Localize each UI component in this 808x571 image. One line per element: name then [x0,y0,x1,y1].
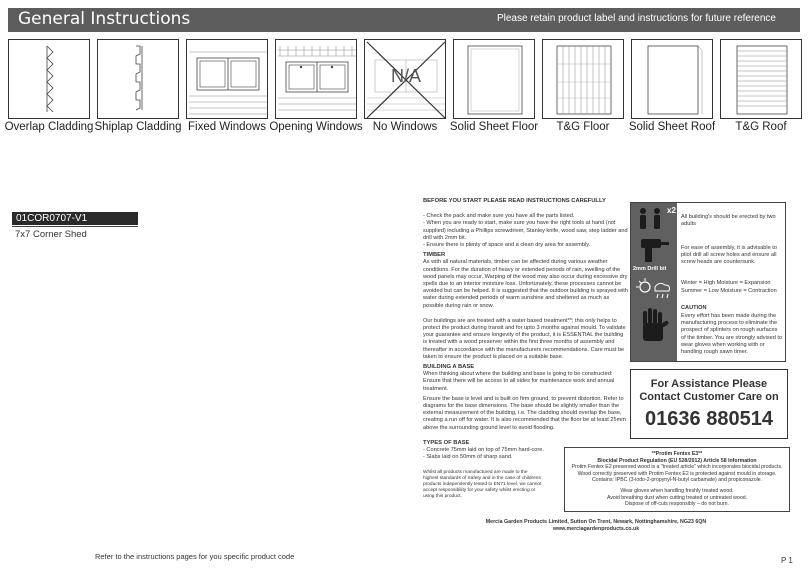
drill-text: For ease of assembly, it is advisable to pilot drill all screw holes and ensure all screw heads are countersunk. [681,245,777,266]
tg-roof-icon [721,40,803,120]
intro-item: - Check the pack and make sure you have all the parts listed. [423,213,575,220]
tile-image [364,39,446,119]
company-address: Mercia Garden Products Limited, Sutton On Trent, Newark, Nottinghamshire, NG23 6QN [485,519,707,525]
drill-icon [641,239,669,262]
page-number: P 1 [781,556,793,565]
product-code: 01COR0707-V1 [12,212,138,225]
tile-label: No Windows [372,121,438,133]
header-bar [8,8,800,32]
protim-regulation: Biocidal Product Regulation (EU 528/2012) Article 58 Information [597,457,757,464]
tile-label: Opening Windows [269,121,363,133]
tile-label: Shiplap Cladding [94,121,182,133]
divider [12,226,138,227]
protim-line: Wear gloves when handling freshly treated wood. [620,487,734,494]
glove-icon [643,308,669,341]
not-applicable-label: N/A [390,66,421,86]
tile-label: Solid Sheet Floor [449,121,539,133]
two-people-icon [640,208,660,229]
tile-label: Fixed Windows [188,121,266,133]
protim-box [564,447,790,512]
protim-line: Protim Fentex E2 preserved wood is a "treated article" which incorporates biocidal products. [571,464,783,471]
tile-image [720,39,802,119]
tile-tg-roof [720,39,802,151]
timber-heading: TIMBER [423,252,446,259]
tile-image [97,39,179,119]
timber-paragraph: Our buildings are are treated with a water based treatment**; this only helps to protect the product during transit and for upto 3 months against mould. To validate your guarantee and ensure longevity of the product, it is ESSENTIAL the building is treated with a wood preserver within the first three months of assembly and thereafter in accordance with the manufacturers recommendations. Care must be taken to ensure the product is placed on a suitable base. [423,317,626,360]
tile-shiplap-cladding [94,39,182,151]
base-heading: BUILDING A BASE [423,364,475,371]
timber-paragraph: As with all natural materials, timber can be affected during various weather conditions. For the duration of heavy or extended periods of rain, swelling of the wood panels may occur. Warping of the wood may also occur during excessive dry spells due to an interior moisture loss. Unfortunately, these processes cannot be avoided but can be helped. It is suggested that the outdoor building is sprayed with water during extended periods of warm sunshine and sheltered as much as possible during rain or snow. [423,259,628,309]
base-paragraph: When thinking about where the building and base is going to be constructed: Ensure that there will be access to all sides for maintenance work and annual treatment. [423,371,615,392]
tile-opening-windows [269,39,363,151]
weather-winter: Winter = High Moisture = Expansion [681,280,771,286]
footer-note: Refer to the instructions pages for you specific product code [95,552,295,561]
page-title: General Instructions [18,9,191,29]
overlap-cladding-icon [9,40,91,120]
tile-label: Overlap Cladding [4,121,94,133]
people-text: All building's should be erected by two adults [681,214,776,228]
assistance-line: For Assistance Please [650,378,768,390]
tile-no-windows [364,39,446,151]
caution-heading: CAUTION [681,305,707,311]
tile-label: T&G Floor [556,121,610,133]
assistance-box [630,369,788,439]
tile-solid-sheet-roof [628,39,716,151]
feature-tiles [4,39,800,151]
side-icon-column [631,203,677,361]
tile-image [275,39,357,119]
product-name: 7x7 Corner Shed [15,229,87,240]
tile-overlap-cladding [4,39,94,151]
base-paragraph: Ensure the base is level and is built on firm ground, to prevent distortion. Refer to diagrams for the base dimensions. The base should be slightly smaller than the external measurement of the building, i.e. The cladding should overlap the base, creating a run off for water. It is also recommended that the floor be at least 25mm above the surrounding ground level to avoid flooding. [423,395,626,431]
tile-label: Solid Sheet Roof [628,121,716,133]
protim-line: Wood correctly preserved with Protim Fentex E2 is protected against mould in storage. [577,470,777,477]
intro-item: - Ensure there is plenty of space and a clean dry area for assembly. [423,242,591,249]
people-count: x2 [667,206,676,215]
drill-bit-label: 2mm Drill bit [633,266,667,272]
tile-image [8,39,90,119]
solid-sheet-roof-icon [632,40,714,120]
types-heading: TYPES OF BASE [423,439,470,446]
tile-tg-floor [542,39,624,151]
company-footer [466,519,726,533]
tile-image [186,39,268,119]
protim-line: Dispose of off-cuts responsibly – do not burn. [624,501,729,508]
caution-text: Every effort has been made during the manufacturing process to eliminate the prospect of splinters on rough surfaces of the timber. You are strongly advised to wear gloves when working with or handling rough sawn timer. [681,313,783,356]
header-subtitle: Please retain product label and instructions for future reference [496,13,776,24]
protim-line: Contains: IPBC (3-iodo-2-propynyl-N-butyl carbamate) and propiconazole. [591,477,763,484]
protim-line: Avoid breathing dust when cutting treated or untreated wood. [606,494,748,501]
tg-floor-icon [543,40,625,120]
side-icons [631,203,677,361]
assistance-line: Contact Customer Care on [639,391,779,403]
shiplap-cladding-icon [98,40,180,120]
intro-item: - When you are ready to start, make sure you have the right tools at hand (not supplied) including a Phillips screwdriver, Stanley knife, wood saw, step ladder and drill with 2mm bit. [423,220,628,241]
instructions-heading: BEFORE YOU START PLEASE READ INSTRUCTIONS CAREFULLY [423,198,606,204]
tile-solid-sheet-floor [449,39,539,151]
company-website: www.merciagardenproducts.co.uk [552,526,640,532]
opening-window-icon [276,40,358,120]
weather-icon [636,278,670,298]
tile-image [453,39,535,119]
tile-fixed-windows [186,39,268,151]
tile-label: T&G Roof [735,121,787,133]
protim-title: **Protim Fentex E3** [651,451,703,457]
weather-summer: Summer = Low Moisture = Contraction [681,288,777,294]
phone-number: 01636 880514 [645,408,773,430]
base-type: - Slabs laid on 50mm of sharp sand. [423,454,513,461]
solid-sheet-floor-icon [454,40,536,120]
safety-note: Whilst all products manufactured are made to the highest standards of Safety and in the case of childrens products independently tested to EN71 level, we cannot accept responsibility for your safety whilst erecting or using this product. [423,469,542,500]
base-type: - Concrete 75mm laid on top of 75mm hard-core. [423,447,544,454]
tile-image [631,39,713,119]
tile-image [542,39,624,119]
fixed-window-icon [187,40,269,120]
